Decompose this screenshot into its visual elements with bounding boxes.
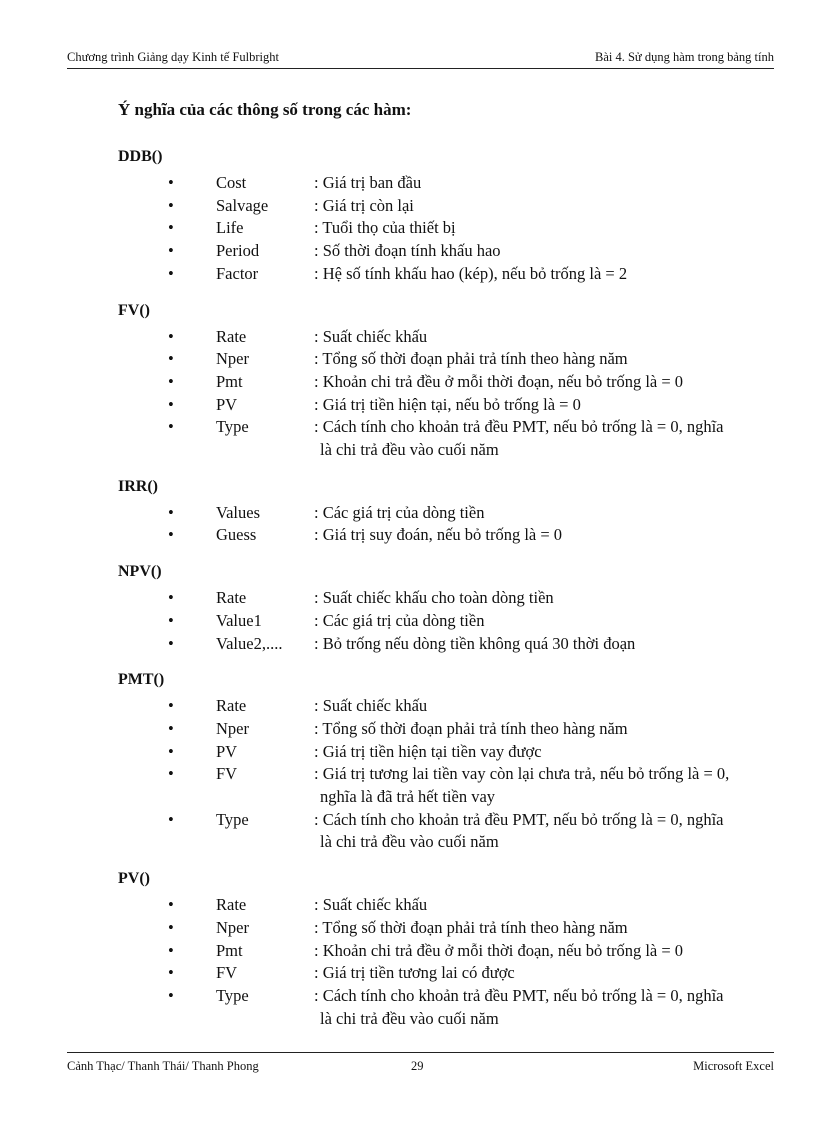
parameter-description: : Khoản chi trả đều ở mỗi thời đoạn, nếu bỏ trống là = 0: [314, 940, 684, 960]
parameter-list: [118, 172, 738, 286]
parameter-item: [118, 718, 738, 741]
parameter-description: : Khoản chi trả đều ở mỗi thời đoạn, nếu bỏ trống là = 0: [314, 371, 684, 391]
parameter-name: Rate: [216, 696, 247, 716]
parameter-description: : Giá trị tiền hiện tại, nếu bỏ trống là = 0: [314, 394, 581, 414]
parameter-description: : Giá trị tiền tương lai có được: [314, 963, 515, 983]
page-title: Ý nghĩa của các thông số trong các hàm:: [118, 100, 412, 119]
parameter-item: [118, 695, 738, 718]
parameter-description: : Tổng số thời đoạn phải trả tính theo hàng năm: [314, 917, 628, 937]
parameter-description: : Tổng số thời đoạn phải trả tính theo hàng năm: [314, 349, 628, 369]
parameter-name: Salvage: [216, 195, 269, 215]
parameter-description: : Số thời đoạn tính khấu hao: [314, 241, 501, 261]
bullet-icon: [118, 587, 216, 610]
parameter-name: Value2,....: [216, 633, 283, 653]
bullet-icon: [118, 809, 216, 854]
parameter-item: [118, 894, 738, 917]
parameter-name: Rate: [216, 326, 247, 346]
parameter-description: : Tổng số thời đoạn phải trả tính theo hàng năm: [314, 718, 628, 738]
bullet-icon: [118, 172, 216, 195]
function-name: DDB(): [118, 148, 163, 165]
parameter-name: PV: [216, 394, 238, 414]
parameter-item: [118, 502, 738, 525]
header-course: Chương trình Giảng dạy Kinh tế Fulbright: [67, 50, 279, 64]
parameter-description: : Tuổi thọ của thiết bị: [314, 218, 456, 238]
parameter-description: : Các giá trị của dòng tiền: [314, 502, 485, 522]
parameter-name: Value1: [216, 610, 262, 630]
parameter-item: [118, 348, 738, 371]
parameter-description: : Cách tính cho khoản trả đều PMT, nếu bỏ trống là = 0, nghĩa là chi trả đều vào cuối năm: [314, 417, 724, 460]
parameter-item: [118, 962, 738, 985]
footer-authors: Cảnh Thạc/ Thanh Thái/ Thanh Phong: [67, 1059, 259, 1073]
parameter-name: FV: [216, 764, 238, 784]
function-name: FV(): [118, 301, 150, 319]
bullet-icon: [118, 917, 216, 940]
function-name: PMT(): [118, 671, 165, 689]
bullet-icon: [118, 326, 216, 349]
parameter-item: [118, 524, 738, 547]
parameter-name: Nper: [216, 718, 249, 738]
parameter-list: [118, 502, 738, 547]
parameter-name: Type: [216, 809, 249, 829]
parameter-item: [118, 195, 738, 218]
footer-product: Microsoft Excel: [693, 1059, 774, 1073]
page-number: 29: [411, 1059, 424, 1073]
parameter-item: [118, 263, 738, 286]
parameter-list: [118, 894, 738, 1030]
parameter-name: Type: [216, 985, 249, 1005]
parameter-description: : Bỏ trống nếu dòng tiền không quá 30 thời đoạn: [314, 633, 636, 653]
page-header: [67, 50, 774, 69]
bullet-icon: [118, 416, 216, 461]
parameter-name: Life: [216, 218, 244, 238]
parameter-description: : Giá trị suy đoán, nếu bỏ trống là = 0: [314, 525, 563, 545]
bullet-icon: [118, 633, 216, 656]
parameter-item: [118, 416, 738, 461]
parameter-item: [118, 633, 738, 656]
bullet-icon: [118, 695, 216, 718]
bullet-icon: [118, 217, 216, 240]
parameter-item: [118, 326, 738, 349]
function-section: [118, 669, 738, 854]
function-name: IRR(): [118, 477, 158, 495]
bullet-icon: [118, 940, 216, 963]
bullet-icon: [118, 524, 216, 547]
bullet-icon: [118, 263, 216, 286]
parameter-item: [118, 172, 738, 195]
bullet-icon: [118, 894, 216, 917]
parameter-item: [118, 217, 738, 240]
parameter-name: Rate: [216, 895, 247, 915]
bullet-icon: [118, 985, 216, 1030]
parameter-description: : Giá trị tương lai tiền vay còn lại chưa trả, nếu bỏ trống là = 0, nghĩa là đã trả hết tiền vay: [314, 764, 730, 807]
bullet-icon: [118, 741, 216, 764]
parameter-list: [118, 587, 738, 655]
bullet-icon: [118, 348, 216, 371]
parameter-description: : Suất chiếc khấu: [314, 326, 428, 346]
parameter-item: [118, 917, 738, 940]
parameter-name: Pmt: [216, 940, 243, 960]
parameter-name: PV: [216, 741, 238, 761]
bullet-icon: [118, 371, 216, 394]
parameter-item: [118, 610, 738, 633]
function-name: NPV(): [118, 563, 162, 581]
parameter-name: Cost: [216, 173, 247, 192]
parameter-description: : Giá trị còn lại: [314, 195, 414, 215]
function-section: [118, 300, 738, 462]
parameter-name: Type: [216, 417, 249, 437]
parameter-name: Period: [216, 241, 260, 261]
parameter-item: [118, 809, 738, 854]
parameter-item: [118, 985, 738, 1030]
bullet-icon: [118, 962, 216, 985]
parameter-description: : Các giá trị của dòng tiền: [314, 610, 485, 630]
parameter-name: Rate: [216, 588, 247, 608]
parameter-description: : Cách tính cho khoản trả đều PMT, nếu bỏ trống là = 0, nghĩa là chi trả đều vào cuối năm: [314, 985, 724, 1028]
header-lesson: Bài 4. Sử dụng hàm trong bảng tính: [595, 50, 774, 64]
bullet-icon: [118, 502, 216, 525]
parameter-item: [118, 587, 738, 610]
parameter-description: : Suất chiếc khấu: [314, 696, 428, 716]
parameter-name: Pmt: [216, 371, 243, 391]
parameter-name: Factor: [216, 263, 259, 283]
parameter-item: [118, 763, 738, 808]
function-section: [118, 868, 738, 1030]
parameter-name: FV: [216, 963, 238, 983]
parameter-list: [118, 695, 738, 854]
bullet-icon: [118, 718, 216, 741]
parameter-description: : Hệ số tính khấu hao (kép), nếu bỏ trống là = 2: [314, 263, 628, 283]
function-section: [118, 146, 738, 286]
parameter-item: [118, 394, 738, 417]
function-sections: [118, 146, 738, 1030]
parameter-description: : Suất chiếc khấu: [314, 895, 428, 915]
parameter-name: Values: [216, 502, 260, 522]
function-section: [118, 561, 738, 655]
function-section: [118, 476, 738, 547]
parameter-name: Nper: [216, 349, 249, 369]
parameter-description: : Giá trị ban đầu: [314, 173, 422, 192]
parameter-item: [118, 240, 738, 263]
page-content: [118, 100, 738, 1044]
bullet-icon: [118, 195, 216, 218]
page-footer: [67, 1052, 774, 1074]
bullet-icon: [118, 394, 216, 417]
parameter-item: [118, 371, 738, 394]
parameter-item: [118, 741, 738, 764]
parameter-description: : Cách tính cho khoản trả đều PMT, nếu bỏ trống là = 0, nghĩa là chi trả đều vào cuối năm: [314, 809, 724, 852]
parameter-description: : Giá trị tiền hiện tại tiền vay được: [314, 741, 542, 761]
parameter-item: [118, 940, 738, 963]
bullet-icon: [118, 763, 216, 808]
bullet-icon: [118, 240, 216, 263]
parameter-name: Nper: [216, 917, 249, 937]
parameter-name: Guess: [216, 525, 257, 545]
parameter-description: : Suất chiếc khấu cho toàn dòng tiền: [314, 588, 554, 608]
function-name: PV(): [118, 870, 150, 888]
parameter-list: [118, 326, 738, 462]
bullet-icon: [118, 610, 216, 633]
